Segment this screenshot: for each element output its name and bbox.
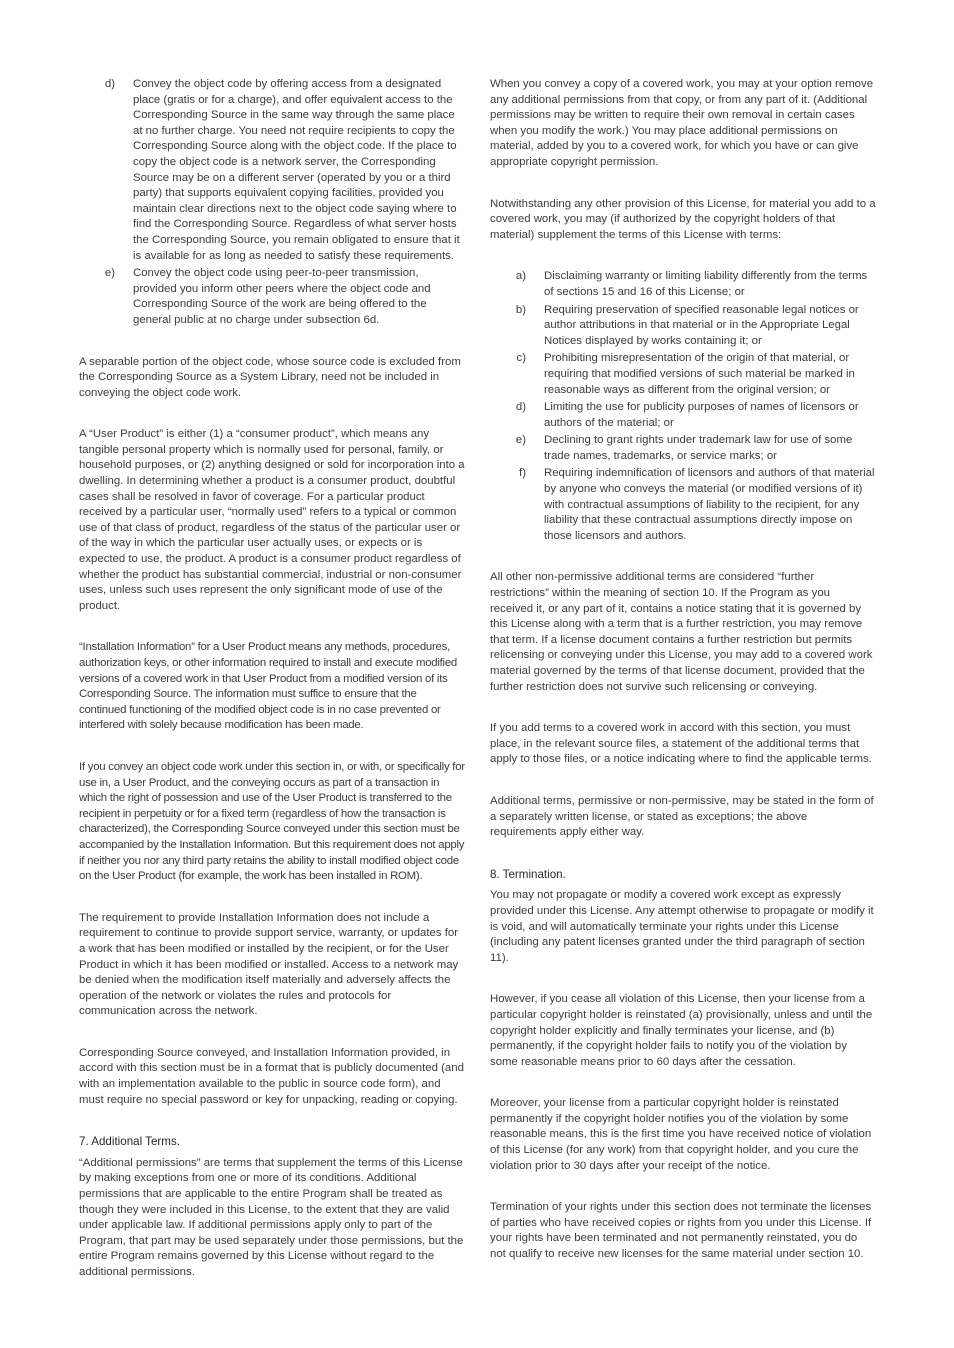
list-item-d <box>97 77 465 264</box>
list-item-text: Limiting the use for publicity purposes of names of licensors or authors of the material; or <box>544 401 859 429</box>
paragraph-installation-information: “Installation Information” for a User Product means any methods, procedures, authorization keys, or other information required to install and execute modified versions of a covered work in that User Product from a modified version of its Corresponding Source. The information must suffice to ensure that the continued functioning of the modified object code is in no case prevented or interfered with solely because modification has been made. <box>79 641 458 732</box>
paragraph-user-product: A “User Product” is either (1) a “consumer product”, which means any tangible personal property which is normally used for personal, family, or household purposes, or (2) anything designed or sold for incorporation into a dwelling. In determining whether a product is a consumer product, doubtful cases shall be resolved in favor of coverage. For a particular product received by a particular user, “normally used” refers to a typical or common use of that class of product, regardless of the status of the particular user or of the way in which the particular user actually uses, or expects or is expected to use, the product. A product is a consumer product regardless of whether the product has substantial commercial, industrial or non-consumer uses, unless such uses represent the only significant mode of use of the product. <box>79 428 465 612</box>
list-item-f <box>508 466 876 544</box>
paragraph-convey-in-user-product: If you convey an object code work under this section in, or with, or specifically for use in, a User Product, and the conveying occurs as part of a transaction in which the right of possession and use of the User Product is transferred to the recipient in perpetuity or for a fixed term (regardless of how the transaction is characterized), the Corresponding Source conveyed under this section must be accompanied by the Installation Information. But this requirement does not apply if neither you nor any third party retains the ability to install modified object code on the User Product (for example, the work has been installed in ROM). <box>79 760 465 883</box>
list-options-d-e <box>79 77 465 329</box>
list-item-text: Convey the object code by offering access from a designated place (gratis or for a charge), and offer equivalent access to the Corresponding Source in the same way through the same place at no further charge. You need not require recipients to copy the Corresponding Source along with the object code. If the place to copy the object code is a network server, the Corresponding Source may be on a different server (operated by you or a third party) that supports equivalent copying facilities, provided you maintain clear directions next to the object code saying where to find the Corresponding Source. Regardless of what server hosts the Corresponding Source, you remain obligated to ensure that it is available for as long as needed to satisfy these requirements. <box>133 78 460 262</box>
paragraph-termination-third-parties: Termination of your rights under this section does not terminate the licenses of parties who have received copies or rights from you under this License. If your rights have been terminated and not permanently reinstated, you do not qualify to receive new licenses for the same material under section 10. <box>490 1201 872 1261</box>
list-item-c <box>508 351 876 398</box>
paragraph-separable-portion: A separable portion of the object code, whose source code is excluded from the Corresponding Source as a System Library, need not be included in conveying the object code work. <box>79 355 461 399</box>
list-terms-a-f <box>490 269 876 544</box>
left-column <box>79 77 465 1307</box>
list-marker: b) <box>515 303 526 316</box>
list-marker: e) <box>515 434 526 447</box>
paragraph-add-terms-statement: If you add terms to a covered work in accord with this section, you must place, in the relevant source files, a statement of the additional terms that apply to those files, or a notice indicating where to find the applicable terms. <box>490 722 872 766</box>
list-item-text: Convey the object code using peer-to-peer transmission, provided you inform other peers where the object code and Corresponding Source of the work are being offered to the general public at no charge under subsection 6d. <box>133 267 431 326</box>
list-item-e <box>508 433 876 464</box>
paragraph-additional-permissions: “Additional permissions” are terms that supplement the terms of this License by making exceptions from one or more of its conditions. Additional permissions that are applicable to the entire Program shall be treated as though they were included in this License, to the extent that they are valid under applicable law. If additional permissions apply only to part of the Program, that part may be used separately under those permissions, but the entire Program remains governed by this License without regard to the additional permissions. <box>79 1156 464 1278</box>
list-item-text: Disclaiming warranty or limiting liability differently from the terms of sections 15 and 16 of this License; or <box>544 270 868 298</box>
paragraph-remove-permissions: When you convey a copy of a covered work, you may at your option remove any additional permissions from that copy, or from any part of it. (Additional permissions may be written to require their own removal in certain cases when you modify the work.) You may place additional permissions on material, added by you to a covered work, for which you have or can give appropriate copyright permission. <box>490 78 874 168</box>
list-item-b <box>508 303 876 350</box>
section-heading-termination: 8. Termination. <box>490 867 566 881</box>
list-marker: d) <box>515 401 526 414</box>
list-item-a <box>508 269 876 300</box>
list-item-text: Prohibiting misrepresentation of the origin of that material, or requiring that modified versions of such material be marked in reasonable ways as different from the original version; or <box>544 352 855 396</box>
list-marker: c) <box>516 352 526 365</box>
right-column <box>490 77 876 1289</box>
list-item-d <box>508 400 876 431</box>
paragraph-additional-terms-form: Additional terms, permissive or non-permissive, may be stated in the form of a separately written license, or stated as exceptions; the above requirements apply either way. <box>490 794 874 839</box>
list-item-text: Requiring preservation of specified reasonable legal notices or author attributions in that material or in the Appropriate Legal Notices displayed by works containing it; or <box>544 303 859 347</box>
paragraph-may-not-propagate: You may not propagate or modify a covered work except as expressly provided under this License. Any attempt otherwise to propagate or modify it is void, and will automatically terminate your rights under this License (including any patent licenses granted under the third paragraph of section 11). <box>490 889 874 964</box>
paragraph-installation-requirement: The requirement to provide Installation Information does not include a requirement to continue to provide support service, warranty, or updates for a work that has been modified or installed by the recipient, or for the User Product in which it has been modified or installed. Access to a network may be denied when the modification itself materially and adversely affects the operation of the network or violates the rules and protocols for communication across the network. <box>79 911 459 1018</box>
paragraph-corresponding-source-format: Corresponding Source conveyed, and Installation Information provided, in accord with this section must be in a format that is publicly documented (and with an implementation available to the public in source code form), and must require no special password or key for unpacking, reading or copying. <box>79 1046 464 1106</box>
list-item-text: Declining to grant rights under trademark law for use of some trade names, trademarks, or service marks; or <box>544 434 853 462</box>
paragraph-notwithstanding: Notwithstanding any other provision of this License, for material you add to a covered work, you may (if authorized by the copyright holders of that material) supplement the terms of this License with terms: <box>490 197 876 241</box>
list-marker: a) <box>515 270 526 283</box>
section-heading-additional-terms: 7. Additional Terms. <box>79 1135 180 1149</box>
list-marker: e) <box>104 267 115 280</box>
list-item-text: Requiring indemnification of licensors and authors of that material by anyone who conveys the material (or modified versions of it) with contractual assumptions of liability to the recipient, for any liability that these contractual assumptions directly impose on those licensors and authors. <box>544 467 875 542</box>
paragraph-reinstatement-provisional: However, if you cease all violation of this License, then your license from a particular copyright holder is reinstated (a) provisionally, unless and until the copyright holder explicitly and finally terminates your license, and (b) permanently, if the copyright holder fails to notify you of the violation by some reasonable means prior to 60 days after the cessation. <box>490 993 873 1068</box>
list-marker: d) <box>104 78 115 90</box>
paragraph-reinstatement-permanent: Moreover, your license from a particular copyright holder is reinstated permanently if the copyright holder notifies you of the violation by some reasonable means, this is the first time you have received notice of violation of this License (for any work) from that copyright holder, and you cure the violation prior to 30 days after your receipt of the notice. <box>490 1097 872 1172</box>
list-item-e <box>97 266 465 328</box>
list-marker: f) <box>519 467 526 480</box>
paragraph-further-restrictions: All other non-permissive additional terms are considered “further restrictions” within the meaning of section 10. If the Program as you received it, or any part of it, contains a notice stating that it is governed by this License along with a term that is a further restriction, you may remove that term. If a license document contains a further restriction but permits relicensing or conveying under this License, you may add to a covered work material governed by the terms of that license document, provided that the further restriction does not survive such relicensing or conveying. <box>490 571 873 693</box>
